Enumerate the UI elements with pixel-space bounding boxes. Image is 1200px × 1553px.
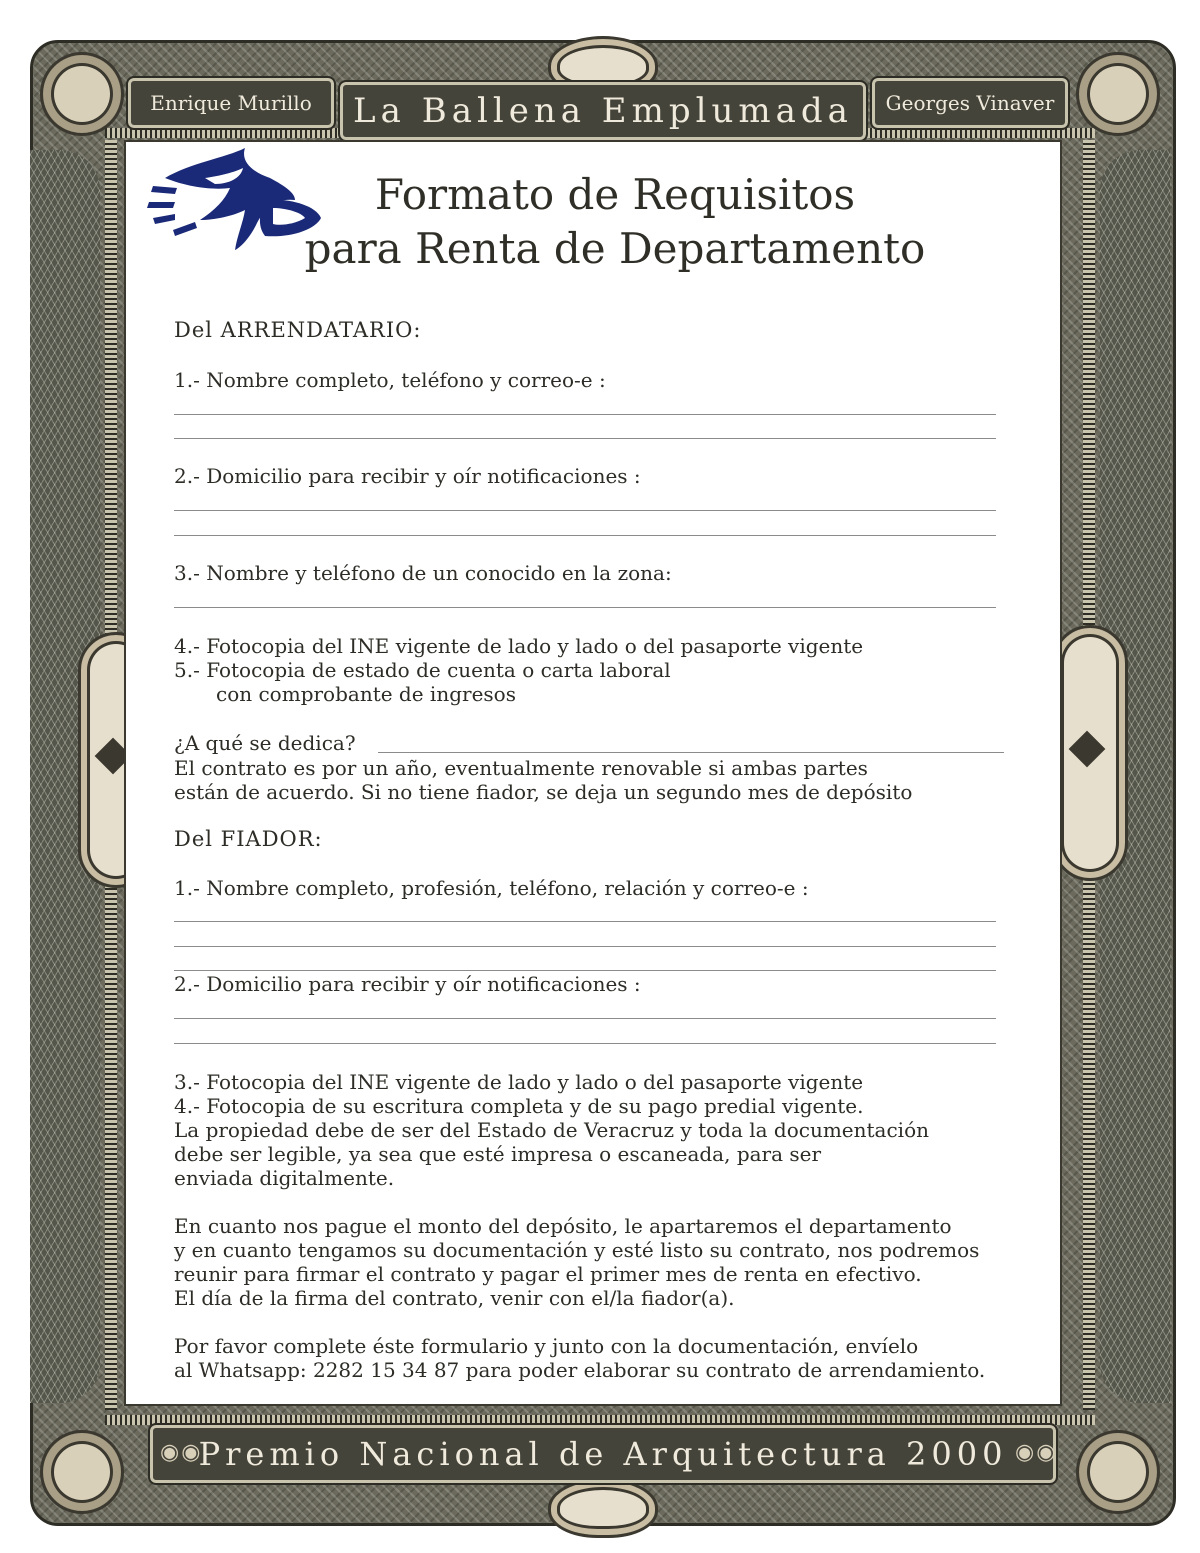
guarantor-item-2: 2.- Domicilio para recibir y oír notificaciones : bbox=[174, 972, 641, 996]
tenant-address-field-line[interactable] bbox=[174, 510, 996, 511]
dots-ornament-icon: ◉◉ bbox=[1015, 1440, 1058, 1465]
corner-scroll-ornament bbox=[1076, 1430, 1160, 1514]
tenant-item-4: 4.- Fotocopia del INE vigente de lado y lado o del pasaporte vigente bbox=[174, 634, 864, 658]
corner-scroll-ornament bbox=[40, 1430, 124, 1514]
contract-note-line-2: están de acuerdo. Si no tiene fiador, se deja un segundo mes de depósito bbox=[174, 780, 913, 804]
tenant-address-field-line[interactable] bbox=[174, 535, 996, 536]
title-line-1: Formato de Requisitos bbox=[374, 170, 856, 219]
guarantor-name-field-line[interactable] bbox=[174, 921, 996, 922]
closing-p1-line-1: En cuanto nos pague el monto del depósito, le apartaremos el departamento bbox=[174, 1214, 952, 1238]
closing-p1-line-3: reunir para firmar el contrato y pagar el primer mes de renta en efectivo. bbox=[174, 1262, 922, 1286]
occupation-field-line[interactable] bbox=[378, 752, 1004, 753]
project-title-banner: La Ballena Emplumada bbox=[340, 82, 866, 140]
bottom-center-ornament bbox=[548, 1478, 658, 1538]
guarantor-address-field-line[interactable] bbox=[174, 1043, 996, 1044]
corner-scroll-ornament bbox=[1076, 52, 1160, 136]
right-side-ornament bbox=[1052, 625, 1128, 881]
guarantor-name-field-line[interactable] bbox=[174, 946, 996, 947]
tenant-item-5-cont: con comprobante de ingresos bbox=[216, 682, 516, 706]
guarantor-note-line-3: enviada digitalmente. bbox=[174, 1166, 395, 1190]
tenant-item-2: 2.- Domicilio para recibir y oír notificaciones : bbox=[174, 464, 641, 488]
contract-note-line-1: El contrato es por un año, eventualmente renovable si ambas partes bbox=[174, 756, 868, 780]
title-line-2: para Renta de Departamento bbox=[304, 224, 926, 273]
closing-p2-line-1: Por favor complete éste formulario y junto con la documentación, envíelo bbox=[174, 1334, 919, 1358]
tenant-name-field-line[interactable] bbox=[174, 438, 996, 439]
frame-border-bottom bbox=[105, 1415, 1095, 1425]
tenant-contact-field-line[interactable] bbox=[174, 607, 996, 608]
author-name-right: Georges Vinaver bbox=[872, 78, 1068, 128]
diamond-ornament-icon bbox=[1069, 731, 1106, 768]
closing-p2-line-2: al Whatsapp: 2282 15 34 87 para poder elaborar su contrato de arrendamiento. bbox=[174, 1358, 986, 1382]
guarantor-heading: Del FIADOR: bbox=[174, 827, 323, 851]
tenant-heading: Del ARRENDATARIO: bbox=[174, 318, 422, 342]
closing-p1-line-4: El día de la firma del contrato, venir con el/la fiador(a). bbox=[174, 1286, 735, 1310]
guarantor-item-3: 3.- Fotocopia del INE vigente de lado y lado o del pasaporte vigente bbox=[174, 1070, 864, 1094]
closing-p1-line-2: y en cuanto tengamos su documentación y esté listo su contrato, nos podremos bbox=[174, 1238, 980, 1262]
tenant-item-1: 1.- Nombre completo, teléfono y correo-e : bbox=[174, 368, 606, 392]
guarantor-name-field-line[interactable] bbox=[174, 970, 996, 971]
feathered-whale-logo-icon bbox=[145, 138, 325, 258]
guarantor-item-1: 1.- Nombre completo, profesión, teléfono, relación y correo-e : bbox=[174, 876, 809, 900]
guarantor-note-line-1: La propiedad debe de ser del Estado de Veracruz y toda la documentación bbox=[174, 1118, 929, 1142]
tenant-name-field-line[interactable] bbox=[174, 414, 996, 415]
corner-scroll-ornament bbox=[40, 52, 124, 136]
guarantor-note-line-2: debe ser legible, ya sea que esté impresa o escaneada, para ser bbox=[174, 1142, 822, 1166]
tenant-item-3: 3.- Nombre y teléfono de un conocido en la zona: bbox=[174, 561, 672, 585]
document-title bbox=[300, 168, 930, 276]
award-banner: Premio Nacional de Arquitectura 2000 bbox=[150, 1425, 1056, 1483]
dots-ornament-icon: ◉◉ bbox=[160, 1440, 203, 1465]
tenant-item-5: 5.- Fotocopia de estado de cuenta o carta laboral bbox=[174, 658, 671, 682]
guarantor-address-field-line[interactable] bbox=[174, 1018, 996, 1019]
author-name-left: Enrique Murillo bbox=[128, 78, 334, 128]
occupation-label: ¿A qué se dedica? bbox=[174, 731, 356, 755]
guarantor-item-4: 4.- Fotocopia de su escritura completa y de su pago predial vigente. bbox=[174, 1094, 864, 1118]
